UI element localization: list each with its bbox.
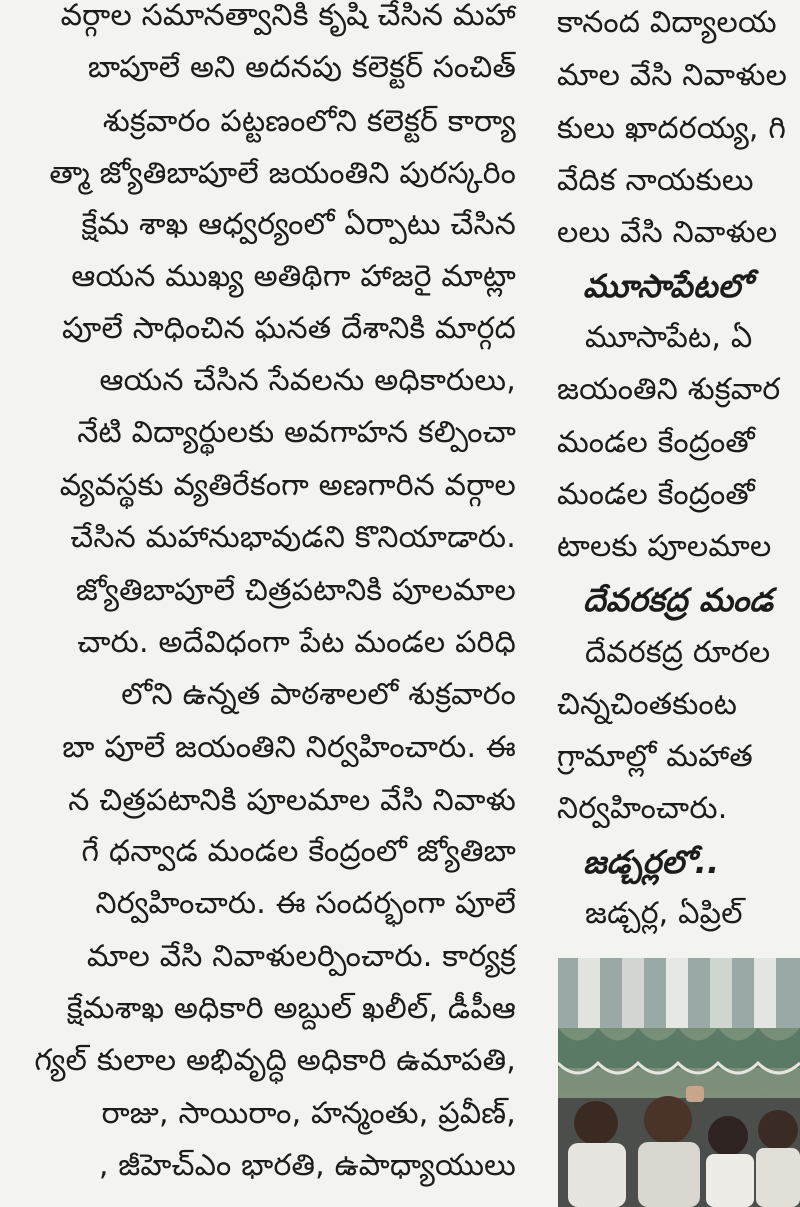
- text-line: జయంతిని శుక్రవార: [557, 372, 781, 407]
- text-line: వ్యవస్థకు వ్యతిరేకంగా అణగారిన వర్గాల: [59, 468, 516, 503]
- text-line: జ్యోతిబాపూలే చిత్రపటానికి పూలమాల: [75, 573, 516, 608]
- subheading-devarakadra: దేవరకద్ర మండ: [583, 581, 774, 619]
- text-line: నిర్వహించారు.: [557, 791, 728, 826]
- text-line: లలు వేసి నివాళుల: [557, 215, 778, 250]
- text-line: గే ధన్వాడ మండల కేంద్రంలో జ్యోతిబా: [81, 834, 516, 869]
- text-line: జడ్చర్ల, ఏప్రిల్: [585, 896, 743, 931]
- text-line: నేటి విద్యార్థులకు అవగాహన కల్పించా: [77, 415, 516, 450]
- text-line: టాలకు పూలమాల: [557, 529, 772, 564]
- text-line: దేవరకద్ర రూరల: [585, 635, 771, 670]
- text-line: శుక్రవారం పట్టణంలోని కలెక్టర్ కార్యా: [102, 104, 516, 139]
- text-line: రాజు, సాయిరాం, హన్మంతు, ప్రవీణ్,: [101, 1096, 516, 1131]
- text-line: మాల వేసి నివాళులర్పించారు. కార్యక్ర: [86, 939, 516, 974]
- text-line: ఆయన ముఖ్య అతిథిగా హాజరై మాట్లా: [71, 259, 516, 294]
- text-line: , జీహెచ్ఎం భారతి, ఉపాధ్యాయులు: [98, 1148, 516, 1183]
- text-line: గ్రామాల్లో మహాత: [557, 739, 753, 774]
- text-line: మండల కేంద్రంతో: [557, 477, 755, 512]
- subheading-musapet: మూసాపేటలో: [583, 267, 751, 305]
- text-line: లోని ఉన్నత పాఠశాలలో శుక్రవారం: [121, 677, 516, 712]
- text-line: పూలే సాధించిన ఘనత దేశానికి మార్గద: [62, 311, 516, 346]
- text-line: త్మా జ్యోతిబాపూలే జయంతిని పురస్కరిం: [49, 156, 516, 191]
- text-line: వర్గాల సమానత్వానికి కృషి చేసిన మహా: [60, 0, 516, 33]
- text-line: క్షేమశాఖ అధికారి అబ్దుల్ ఖలీల్, డీపీఆ: [66, 991, 516, 1026]
- text-line: బా పూలే జయంతిని నిర్వహించారు. ఈ: [62, 730, 516, 765]
- text-line: చారు. అదేవిధంగా పేట మండల పరిధి: [77, 625, 516, 660]
- text-line: వేదిక నాయకులు: [557, 163, 754, 198]
- text-line: మాల వేసి నివాళుల: [557, 58, 788, 93]
- subheading-jadcherla: జడ్చర్లలో..: [583, 843, 720, 881]
- text-line: నిర్వహించారు. ఈ సందర్భంగా పూలే: [95, 886, 516, 921]
- text-line: మూసాపేట, ఏ: [585, 320, 753, 355]
- text-line: బాపూలే అని అదనపు కలెక్టర్ సంచిత్: [87, 50, 516, 85]
- text-line: క్షేమ శాఖ ఆధ్వర్యంలో ఏర్పాటు చేసిన: [81, 207, 516, 242]
- event-photo: [558, 958, 800, 1207]
- text-line: ఆయన చేసిన సేవలను అధికారులు,: [99, 363, 516, 398]
- text-line: చిన్నచింతకుంట: [557, 687, 738, 722]
- photo-icon: [558, 958, 800, 1207]
- text-line: కానంద విద్యాలయ: [557, 5, 777, 40]
- text-line: చేసిన మహానుభావుడని కొనియాడారు.: [70, 520, 516, 555]
- text-line: కులు ఖాదరయ్య, గి: [557, 111, 787, 146]
- text-line: న చిత్రపటానికి పూలమాల వేసి నివాళు: [68, 783, 516, 818]
- text-line: మండల కేంద్రంతో: [557, 425, 755, 460]
- text-line: గ్యల్ కులాల అభివృద్ధి అధికారి ఉమాపతి,: [34, 1043, 516, 1078]
